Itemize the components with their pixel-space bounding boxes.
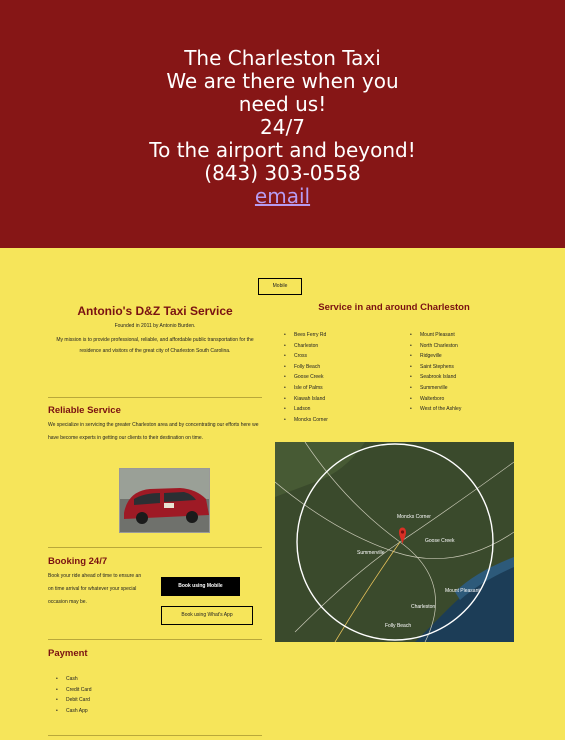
hero-tagline-2: need us! (238, 92, 327, 116)
service-area-item: • Ladson (294, 404, 328, 415)
service-area-item: • Summerville (420, 383, 461, 394)
payment-item: • Credit Card (66, 685, 92, 696)
business-title: Antonio's D&Z Taxi Service (77, 304, 233, 318)
reliable-heading: Reliable Service (48, 405, 121, 416)
booking-text: Book your ride ahead of time to ensure an on time arrival for whatever your special occasion may be. (48, 573, 142, 605)
hero-airport: To the airport and beyond! (149, 138, 416, 162)
hero-header (0, 0, 565, 248)
map-label: Summerville (357, 550, 385, 556)
service-area-item: • Charleston (294, 341, 328, 352)
hero-phone: (843) 303-0558 (204, 161, 361, 185)
service-area-list-left (294, 330, 328, 425)
service-area-map[interactable] (275, 442, 514, 642)
divider (48, 547, 262, 548)
service-area-item: • Cross (294, 351, 328, 362)
service-area-item: • Kiawah Island (294, 394, 328, 405)
service-area-item: • Moncks Corner (294, 415, 328, 426)
book-whatsapp-button[interactable]: Book using What's App (161, 606, 253, 625)
payment-item: • Debit Card (66, 695, 92, 706)
service-area-heading: Service in and around Charleston (318, 302, 470, 313)
founded-text: Founded in 2011 by Antonio Burden. (114, 323, 196, 329)
booking-heading: Booking 24/7 (48, 556, 108, 567)
map-label: Goose Creek (425, 538, 455, 544)
hero-title: The Charleston Taxi (184, 46, 381, 70)
main-content (0, 248, 565, 740)
service-area-list-right (420, 330, 461, 415)
payment-list (66, 674, 92, 716)
book-mobile-button[interactable]: Book using Mobile (161, 577, 240, 596)
divider (48, 397, 262, 398)
divider (48, 735, 262, 736)
service-area-item: • Seabrook Island (420, 372, 461, 383)
service-area-item: • Mount Pleasant (420, 330, 461, 341)
taxi-photo (119, 468, 210, 533)
payment-heading: Payment (48, 648, 88, 659)
service-area-item: • Ridgeville (420, 351, 461, 362)
service-area-item: • Goose Creek (294, 372, 328, 383)
service-area-item: • Saint Stephens (420, 362, 461, 373)
map-label: Moncks Corner (397, 514, 431, 520)
service-area-item: • Walterboro (420, 394, 461, 405)
service-area-item: • Isle of Palms (294, 383, 328, 394)
map-label: Folly Beach (385, 623, 412, 629)
hero-hours: 24/7 (260, 115, 305, 139)
service-area-item: • North Charleston (420, 341, 461, 352)
divider (48, 639, 262, 640)
service-area-item: • Folly Beach (294, 362, 328, 373)
payment-item: • Cash (66, 674, 92, 685)
reliable-text: We specialize in servicing the greater Charleston area and by concentrating our efforts here we have become experts in getting our clients to their destination on time. (48, 422, 259, 441)
email-link[interactable]: email (254, 184, 311, 208)
map-label: Mount Pleasant (445, 588, 480, 594)
mission-text: My mission is to provide professional, reliable, and affordable public transportation for the residence and visitors of the great city of Charleston South Carolina. (56, 337, 254, 354)
hero-tagline-1: We are there when you (166, 69, 399, 93)
service-area-item: • Bees Ferry Rd (294, 330, 328, 341)
service-area-item: • West of the Ashley (420, 404, 461, 415)
map-label: Charleston (411, 604, 436, 610)
payment-item: • Cash App (66, 706, 92, 717)
mobile-button[interactable]: Mobile (258, 278, 302, 295)
